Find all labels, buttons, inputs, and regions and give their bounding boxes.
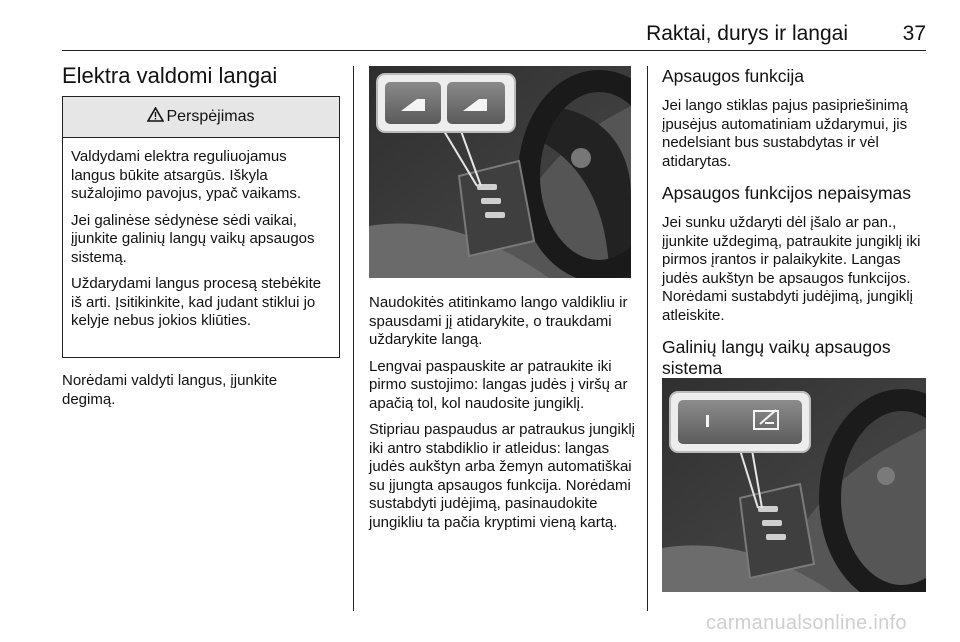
right-paragraph-2: Jei sunku uždaryti dėl įšalo ar pan., įjunkite uždegimą, patraukite jungiklį iki pirmos įrantos ir palaikykite. Langas judės aukštyn be apsaugos funkcijos. Norėdami sustabdyti judėjimą, jungiklį atleiskite. xyxy=(662,214,921,324)
watermark: carmanualsonline.info xyxy=(706,612,907,634)
header-rule xyxy=(62,50,926,51)
heading-protection-override: Apsaugos funkcijos nepaisymas xyxy=(662,183,912,203)
warning-paragraph-2: Jei galinėse sėdynėse sėdi vaikai, įjunkite galinių langų vaikų apsaugos sistemą. xyxy=(71,211,315,266)
warning-title: Perspėjimas xyxy=(166,108,255,125)
middle-paragraph-3: Stipriau paspaudus ar patraukus jungiklį iki antro stabdiklio ir atleidus: langas judės aukštyn arba žemyn automatiškai su įjungta apsaugos funkcija. Norėdami sustabdyti judėjimą, pasinaudokite jungikliu ta pačia kryptimi vieną kartą. xyxy=(369,421,635,531)
warning-paragraph-1: Valdydami elektra reguliuojamus langus būkite atsargūs. Iškyla sužalojimo pavojus, ypač vaikams. xyxy=(71,148,302,202)
heading-protection-function: Apsaugos funkcija xyxy=(662,66,805,86)
right-text xyxy=(662,66,928,389)
ignition-note xyxy=(62,372,322,417)
section-title: Elektra valdomi langai xyxy=(62,63,278,88)
middle-paragraph-2: Lengvai paspauskite ar patraukite iki pirmo sustojimo: langas judės į viršų ar apačią tol, kol naudosite jungiklį. xyxy=(369,357,628,412)
warning-header xyxy=(63,97,339,138)
page-number: 37 xyxy=(902,22,926,45)
window-switch-photo xyxy=(369,66,631,278)
child-lock-photo xyxy=(662,378,926,592)
warning-triangle-icon xyxy=(147,107,164,127)
middle-paragraph-1: Naudokitės atitinkamo lango valdikliu ir spausdami jį atidarykite, o traukdami uždarykite langą. xyxy=(369,294,628,348)
child-lock-photo-graphic xyxy=(662,378,926,592)
window-switch-photo-graphic xyxy=(369,66,631,278)
warning-box xyxy=(62,96,340,358)
column-divider-2 xyxy=(647,66,648,611)
chapter-title: Raktai, durys ir langai xyxy=(646,22,848,45)
warning-paragraph-3: Uždarydami langus procesą stebėkite iš arti. Įsitikinkite, kad judant stiklui jo kelyje nebus jokios kliūties. xyxy=(71,275,322,329)
warning-body xyxy=(63,138,339,331)
heading-child-safety: Galinių langų vaikų apsaugos sistema xyxy=(662,337,891,378)
middle-text xyxy=(369,294,635,540)
right-paragraph-1: Jei lango stiklas pajus pasipriešinimą įpusėjus automatiniam uždarymui, jis nedelsiant bus sustabdytas ir vėl atidarytas. xyxy=(662,97,908,170)
column-divider-1 xyxy=(353,66,354,611)
ignition-note-text: Norėdami valdyti langus, įjunkite degimą. xyxy=(62,372,278,408)
